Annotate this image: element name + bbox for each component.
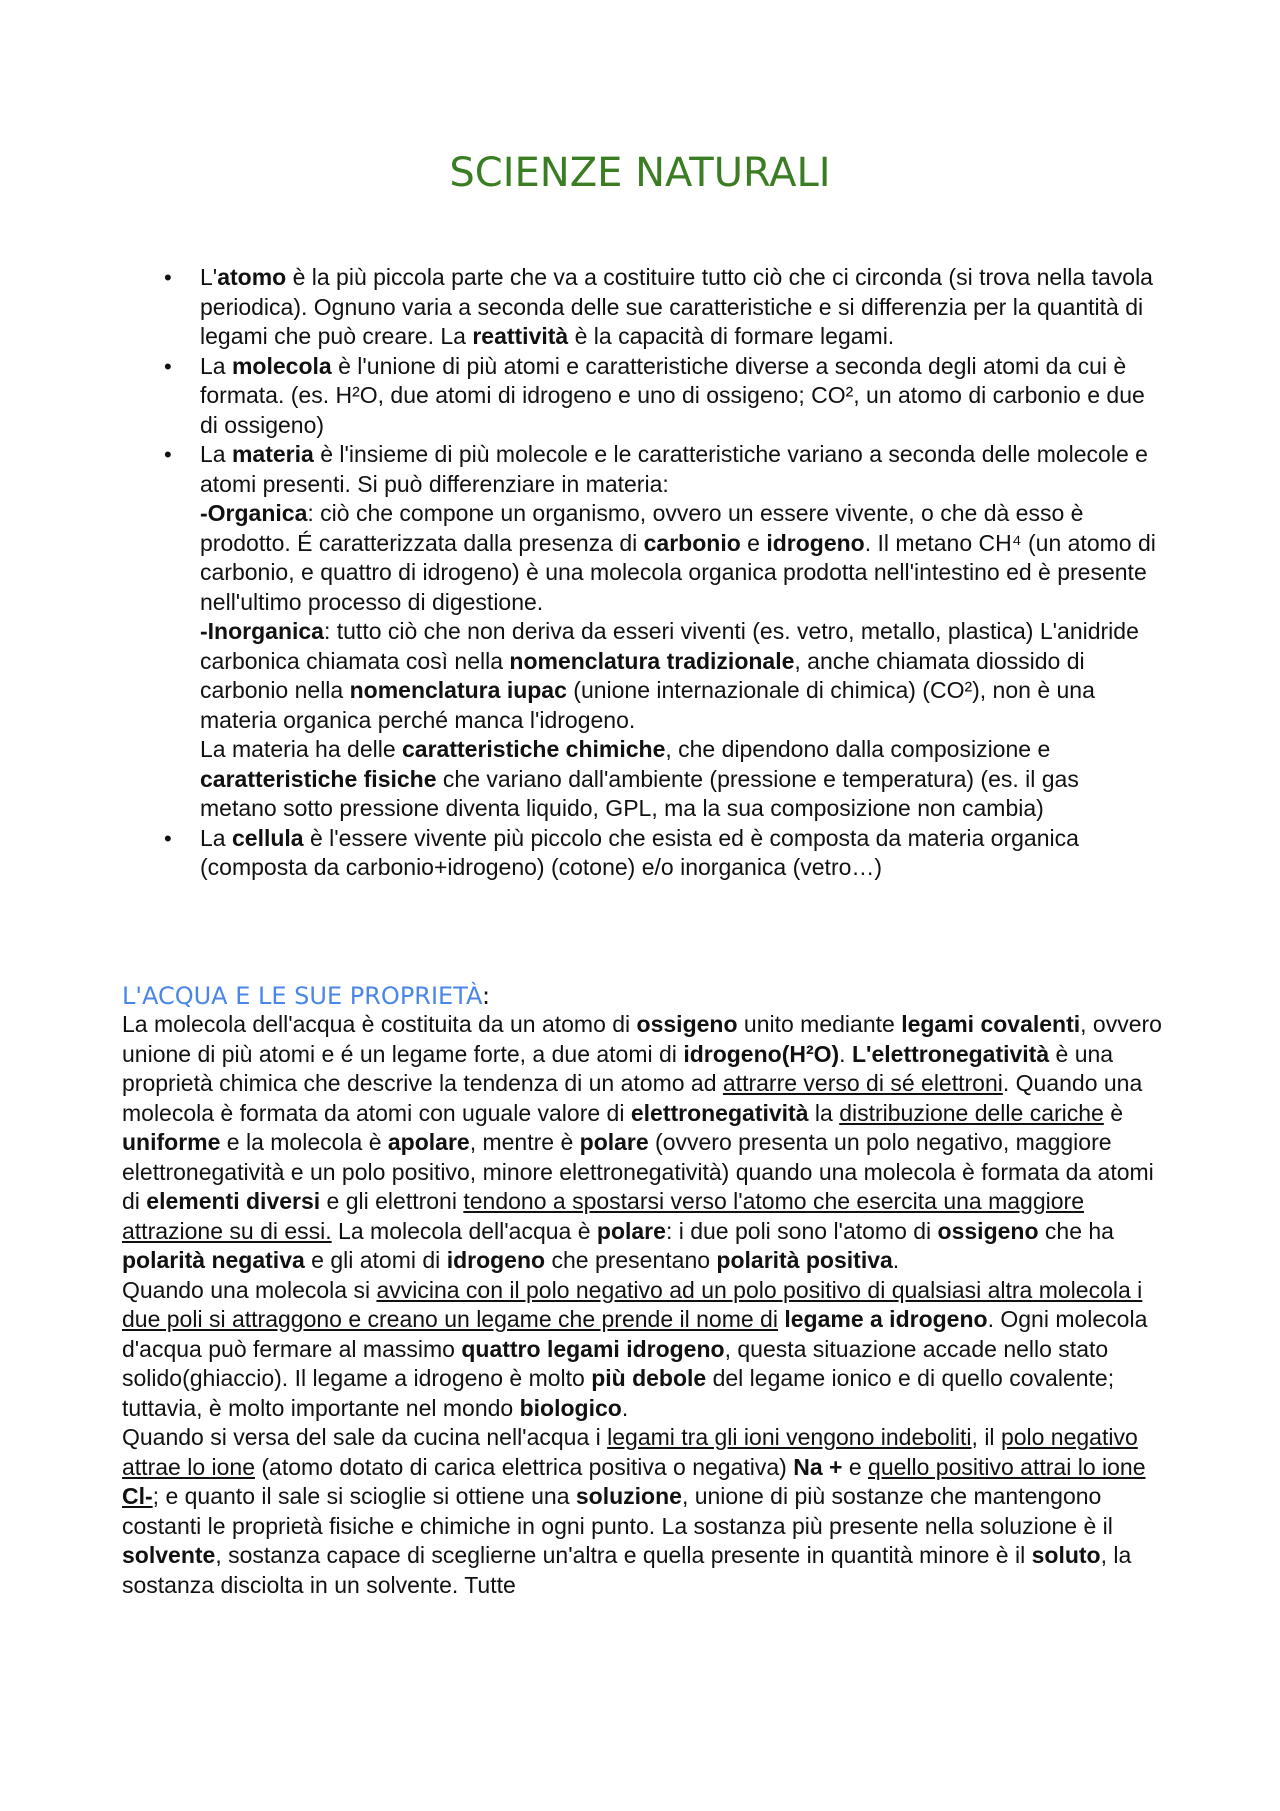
text-run: ; e quanto il sale si scioglie si ottiene una bbox=[152, 1483, 576, 1509]
bold-term: Cl- bbox=[122, 1483, 153, 1509]
bold-term: elementi diversi bbox=[146, 1188, 321, 1214]
bullet-dot-icon: • bbox=[164, 825, 172, 851]
text-run: La bbox=[200, 352, 232, 379]
page-title: SCIENZE NATURALI bbox=[449, 150, 831, 196]
text-run: (unione internazionale di chimica) (CO²), non è una materia organica perché manca l'idrogeno. bbox=[200, 677, 1095, 733]
section-heading-text: L'ACQUA E LE SUE PROPRIETÀ bbox=[122, 982, 482, 1010]
text-run: : ciò che compone un organismo, ovvero un essere vivente, o che dà esso è prodotto. É caratterizzata dalla presenza di bbox=[200, 500, 1084, 556]
underlined-text: polo negativo attrae lo ione bbox=[122, 1424, 1138, 1480]
bold-term: -Organica bbox=[200, 500, 308, 526]
text-run: è l'insieme di più molecole e le caratteristiche variano a seconda delle molecole e atomi presenti. Si può differenziare in materia: bbox=[200, 441, 1148, 497]
text-run: e bbox=[740, 529, 767, 556]
text-run: . Quando una molecola è formata da atomi con uguale valore di bbox=[122, 1070, 1143, 1126]
text-run: che variano dall'ambiente (pressione e temperatura) (es. il gas metano sotto pressione diventa liquido, GPL, ma la sua composizione non cambia) bbox=[200, 765, 1079, 821]
text-run: è l'unione di più atomi e caratteristiche diverse a seconda degli atomi da cui è formata. (es. H²O, due atomi di idrogeno e uno di ossigeno; CO², un atomo di carbonio e due di ossigeno) bbox=[200, 352, 1145, 438]
text-run: L' bbox=[200, 264, 218, 290]
text-run: e la molecola è bbox=[220, 1129, 388, 1155]
bullet-dot-icon: • bbox=[164, 442, 172, 467]
text-run: La molecola dell'acqua è costituita da un atomo di bbox=[122, 1011, 637, 1037]
bold-term: polarità positiva bbox=[716, 1247, 893, 1273]
text-run: Quando si versa del sale da cucina nell'acqua i bbox=[122, 1424, 608, 1450]
bold-term: idrogeno(H²O) bbox=[683, 1040, 840, 1067]
text-run: (atomo dotato di carica elettrica positiva o negativa) bbox=[254, 1453, 794, 1480]
text-run: La bbox=[200, 824, 232, 851]
text-run: che presentano bbox=[545, 1247, 717, 1273]
text-run: che ha bbox=[1038, 1217, 1114, 1244]
text-run: è bbox=[1103, 1099, 1124, 1126]
text-run: , ovvero unione di più atomi e é un legame forte, a due atomi di bbox=[122, 1011, 1162, 1067]
bold-term: solvente bbox=[122, 1542, 216, 1568]
underlined-text: attrarre verso di sé elettroni bbox=[722, 1070, 1003, 1096]
bold-term: legame a idrogeno bbox=[784, 1306, 988, 1332]
bullet-dot-icon: • bbox=[164, 265, 172, 290]
text-run: , unione di più sostanze che mantengono costanti le proprietà fisiche e chimiche in ogni punto. La sostanza più presente nella soluzione è il bbox=[122, 1483, 1113, 1539]
bold-term: idrogeno bbox=[766, 529, 865, 556]
bold-term: polarità negativa bbox=[122, 1247, 305, 1273]
bullet-item bbox=[164, 440, 1160, 824]
bullet-item bbox=[164, 352, 1160, 441]
bold-term: apolare bbox=[387, 1129, 470, 1155]
bold-term: soluzione bbox=[575, 1483, 682, 1509]
text-run: , il bbox=[971, 1424, 1001, 1450]
text-run: . Il metano CH⁴ (un atomo di carbonio, e quattro di idrogeno) è una molecola organica prodotta nell'intestino ed è presente nell'ultimo processo di digestione. bbox=[200, 529, 1156, 615]
text-run: , anche chiamata diossido di carbonio nella bbox=[200, 647, 1085, 703]
bullet-list bbox=[164, 263, 1160, 883]
bold-term: nomenclatura iupac bbox=[349, 677, 567, 703]
bullet-item bbox=[164, 263, 1160, 352]
section-heading-colon: : bbox=[482, 982, 491, 1010]
bold-term: -Inorganica bbox=[200, 618, 324, 644]
bold-term: polare bbox=[596, 1217, 666, 1244]
bold-term: ossigeno bbox=[937, 1217, 1039, 1244]
bold-term: atomo bbox=[217, 264, 287, 290]
text-run: unito mediante bbox=[737, 1011, 902, 1037]
bold-term: legami covalenti bbox=[901, 1011, 1081, 1037]
bold-term: polare bbox=[579, 1129, 649, 1155]
section-paragraph bbox=[122, 1010, 1167, 1600]
underlined-text: distribuzione delle cariche bbox=[839, 1099, 1104, 1126]
underlined-text: tendono a spostarsi verso l'atomo che esercita una maggiore attrazione su di essi. bbox=[122, 1188, 1084, 1244]
text-run: è una proprietà chimica che descrive la tendenza di un atomo ad bbox=[122, 1040, 1114, 1096]
bold-term: carbonio bbox=[643, 529, 741, 556]
text-run: e bbox=[842, 1453, 869, 1480]
text-run: La bbox=[200, 441, 232, 467]
text-run: . bbox=[621, 1394, 629, 1421]
bold-term: uniforme bbox=[122, 1129, 221, 1155]
section-heading bbox=[122, 981, 490, 1011]
text-run: : tutto ciò che non deriva da esseri viventi (es. vetro, metallo, plastica) L'anidride carbonica chiamata così nella bbox=[200, 618, 1139, 674]
text-run: la bbox=[808, 1099, 840, 1126]
text-run: è la capacità di formare legami. bbox=[568, 323, 895, 349]
bold-term: più debole bbox=[591, 1365, 707, 1391]
bold-term: Na + bbox=[793, 1453, 843, 1480]
text-run: La molecola dell'acqua è bbox=[331, 1217, 597, 1244]
text-run: Quando una molecola si bbox=[122, 1276, 377, 1303]
text-run: , mentre è bbox=[469, 1129, 580, 1155]
underlined-text: legami tra gli ioni vengono indeboliti bbox=[607, 1424, 972, 1450]
text-run: (ovvero presenta un polo negativo, maggiore elettronegatività e un polo positivo, minore elettronegatività) quando una molecola è formata da atomi di bbox=[122, 1129, 1154, 1214]
text-run: : i due poli sono l'atomo di bbox=[665, 1217, 938, 1244]
bold-term: idrogeno bbox=[446, 1247, 546, 1273]
bold-term: nomenclatura tradizionale bbox=[509, 647, 795, 674]
underlined-text: quello positivo attrai lo ione bbox=[868, 1453, 1146, 1480]
bold-term: elettronegatività bbox=[630, 1099, 809, 1126]
text-run: e gli elettroni bbox=[320, 1188, 464, 1214]
text-run: del legame ionico e di quello covalente; tuttavia, è molto importante nel mondo bbox=[122, 1365, 1115, 1421]
text-run: . bbox=[892, 1247, 900, 1273]
bold-term: quattro legami idrogeno bbox=[461, 1335, 725, 1362]
bold-term: biologico bbox=[519, 1394, 622, 1421]
bold-term: molecola bbox=[231, 352, 332, 379]
text-run: , che dipendono dalla composizione e bbox=[665, 736, 1051, 762]
bold-term: reattività bbox=[472, 323, 569, 349]
bullet-item bbox=[164, 824, 1160, 883]
bullet-dot-icon: • bbox=[164, 353, 172, 379]
text-run: , la sostanza disciolta in un solvente. Tutte bbox=[122, 1542, 1132, 1598]
text-run: è l'essere vivente più piccolo che esista ed è composta da materia organica (composta da carbonio+idrogeno) (cotone) e/o inorganica (vetro…) bbox=[200, 824, 1079, 880]
bold-term: materia bbox=[231, 441, 314, 467]
text-run: . bbox=[839, 1040, 852, 1067]
text-run: La materia ha delle bbox=[200, 736, 403, 762]
text-run: è la più piccola parte che va a costituire tutto ciò che ci circonda (si trova nella tavola periodica). Ognuno varia a seconda delle sue caratteristiche e si differenzia per la quantità di legami che può creare. La bbox=[200, 264, 1153, 349]
text-run: . Ogni molecola d'acqua può fermare al massimo bbox=[122, 1306, 1148, 1362]
bold-term: L'elettronegatività bbox=[851, 1040, 1050, 1067]
underlined-text: avvicina con il polo negativo ad un polo positivo di qualsiasi altra molecola i due poli si attraggono e creano un legame che prende il nome di bbox=[122, 1276, 1143, 1332]
bold-term: caratteristiche fisiche bbox=[200, 765, 437, 792]
bold-term: ossigeno bbox=[636, 1011, 738, 1037]
text-run: , questa situazione accade nello stato solido(ghiaccio). Il legame a idrogeno è molto bbox=[122, 1335, 1109, 1391]
text-run: e gli atomi di bbox=[304, 1247, 447, 1273]
bold-term: cellula bbox=[231, 824, 304, 851]
bold-term: caratteristiche chimiche bbox=[402, 736, 666, 762]
bold-term: soluto bbox=[1031, 1542, 1101, 1568]
text-run: , sostanza capace di sceglierne un'altra e quella presente in quantità minore è il bbox=[215, 1542, 1032, 1568]
